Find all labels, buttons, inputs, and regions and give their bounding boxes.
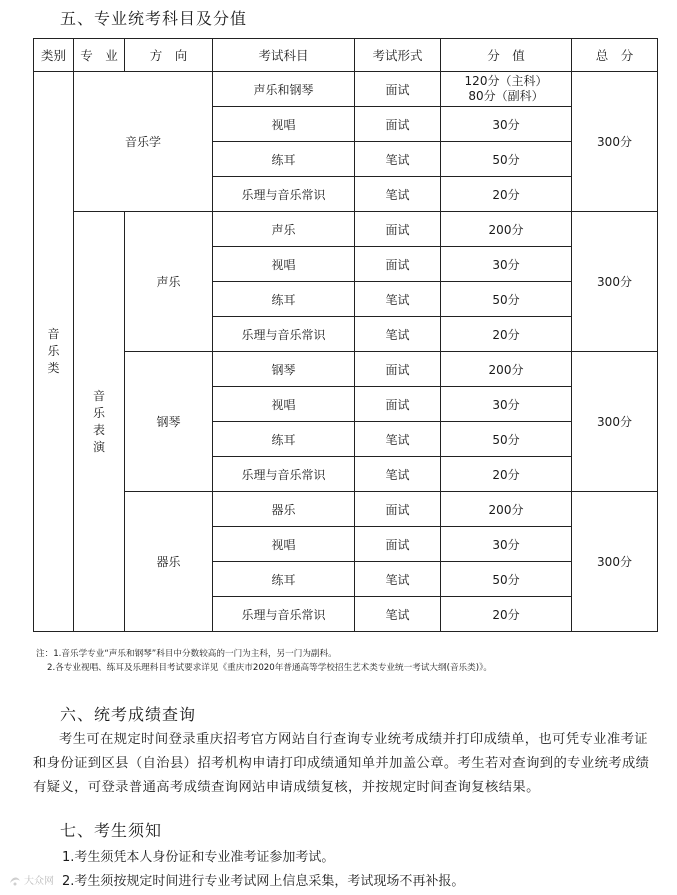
score-cell: 20分 — [441, 597, 572, 632]
direction-instrumental: 器乐 — [125, 492, 213, 632]
score-main: 120分（主科） — [464, 74, 548, 88]
score-sub: 80分（副科） — [468, 89, 544, 103]
header-direction: 方 向 — [125, 39, 213, 72]
header-form: 考试形式 — [355, 39, 441, 72]
table-row — [34, 72, 658, 107]
form-cell: 面试 — [355, 387, 441, 422]
form-cell: 面试 — [355, 247, 441, 282]
notice-item-2: 2.考生须按规定时间进行专业考试网上信息采集，考试现场不再补报。 — [62, 874, 465, 889]
form-cell: 面试 — [355, 72, 441, 107]
section-6-title: 六、统考成绩查询 — [60, 705, 197, 724]
major-performance — [74, 212, 125, 632]
total-cell: 300分 — [572, 492, 658, 632]
subject-cell: 视唱 — [213, 247, 355, 282]
score-cell: 30分 — [441, 107, 572, 142]
performance-char: 演 — [92, 439, 105, 454]
subject-cell: 视唱 — [213, 527, 355, 562]
table-row — [34, 352, 658, 387]
section-7-title: 七、考生须知 — [60, 821, 163, 840]
form-cell: 笔试 — [355, 457, 441, 492]
subject-cell: 声乐 — [213, 212, 355, 247]
form-cell: 笔试 — [355, 597, 441, 632]
header-subject: 考试科目 — [213, 39, 355, 72]
header-score: 分 值 — [441, 39, 572, 72]
subject-cell: 乐理与音乐常识 — [213, 177, 355, 212]
header-category: 类别 — [34, 39, 74, 72]
header-major: 专 业 — [74, 39, 125, 72]
total-cell: 300分 — [572, 352, 658, 492]
form-cell: 笔试 — [355, 282, 441, 317]
form-cell: 笔试 — [355, 142, 441, 177]
score-cell: 50分 — [441, 142, 572, 177]
subject-cell: 乐理与音乐常识 — [213, 457, 355, 492]
form-cell: 面试 — [355, 492, 441, 527]
notice-item-1: 1.考生须凭本人身份证和专业准考证参加考试。 — [62, 850, 335, 865]
table-row — [34, 492, 658, 527]
performance-char: 表 — [92, 422, 105, 437]
score-cell: 50分 — [441, 422, 572, 457]
subject-cell: 练耳 — [213, 282, 355, 317]
subject-cell: 钢琴 — [213, 352, 355, 387]
score-cell: 30分 — [441, 387, 572, 422]
score-cell: 200分 — [441, 492, 572, 527]
score-cell — [441, 72, 572, 107]
major-music-studies: 音乐学 — [74, 72, 213, 212]
watermark-logo-icon — [8, 873, 22, 887]
form-cell: 面试 — [355, 527, 441, 562]
table-note-1: 注：1.音乐学专业“声乐和钢琴”科目中分数较高的一门为主科，另一门为副科。 — [36, 649, 337, 659]
table-header-row — [34, 39, 658, 72]
section-5-title: 五、专业统考科目及分值 — [60, 9, 248, 28]
score-cell: 50分 — [441, 282, 572, 317]
subject-cell: 视唱 — [213, 107, 355, 142]
score-cell: 200分 — [441, 352, 572, 387]
form-cell: 笔试 — [355, 177, 441, 212]
subject-cell: 乐理与音乐常识 — [213, 597, 355, 632]
form-cell: 面试 — [355, 212, 441, 247]
direction-vocal: 声乐 — [125, 212, 213, 352]
form-cell: 笔试 — [355, 422, 441, 457]
score-cell: 20分 — [441, 317, 572, 352]
score-cell: 20分 — [441, 177, 572, 212]
direction-piano: 钢琴 — [125, 352, 213, 492]
subject-cell: 乐理与音乐常识 — [213, 317, 355, 352]
score-cell: 50分 — [441, 562, 572, 597]
subject-cell: 视唱 — [213, 387, 355, 422]
table-row — [34, 212, 658, 247]
total-cell: 300分 — [572, 212, 658, 352]
form-cell: 面试 — [355, 107, 441, 142]
subject-cell: 练耳 — [213, 422, 355, 457]
watermark — [8, 872, 54, 887]
category-char: 类 — [47, 361, 60, 375]
subject-cell: 器乐 — [213, 492, 355, 527]
header-total: 总 分 — [572, 39, 658, 72]
exam-score-table — [33, 38, 658, 632]
form-cell: 笔试 — [355, 317, 441, 352]
category-char: 音 — [47, 327, 60, 341]
section-6-paragraph: 考生可在规定时间登录重庆招考官方网站自行查询专业统考成绩并打印成绩单，也可凭专业准考证和身份证到区县（自治县）招考机构申请打印成绩通知单并加盖公章。考生若对查询到的专业统考成绩有疑义，可登录普通高考成绩查询网站申请成绩复核，并按规定时间查询复核结果。 — [33, 732, 650, 795]
subject-cell: 练耳 — [213, 562, 355, 597]
score-cell: 30分 — [441, 247, 572, 282]
table-note-2: 2.各专业视唱、练耳及乐理科目考试要求详见《重庆市2020年普通高等学校招生艺术类专业统一考试大纲(音乐类)》。 — [47, 663, 492, 673]
score-cell: 200分 — [441, 212, 572, 247]
performance-char: 音 — [92, 388, 105, 403]
subject-cell: 练耳 — [213, 142, 355, 177]
category-char: 乐 — [47, 344, 60, 358]
score-cell: 30分 — [441, 527, 572, 562]
watermark-text: 大众网 — [24, 876, 54, 887]
score-cell: 20分 — [441, 457, 572, 492]
category-cell — [34, 72, 74, 632]
form-cell: 面试 — [355, 352, 441, 387]
total-cell: 300分 — [572, 72, 658, 212]
subject-cell: 声乐和钢琴 — [213, 72, 355, 107]
form-cell: 笔试 — [355, 562, 441, 597]
performance-char: 乐 — [92, 405, 105, 420]
